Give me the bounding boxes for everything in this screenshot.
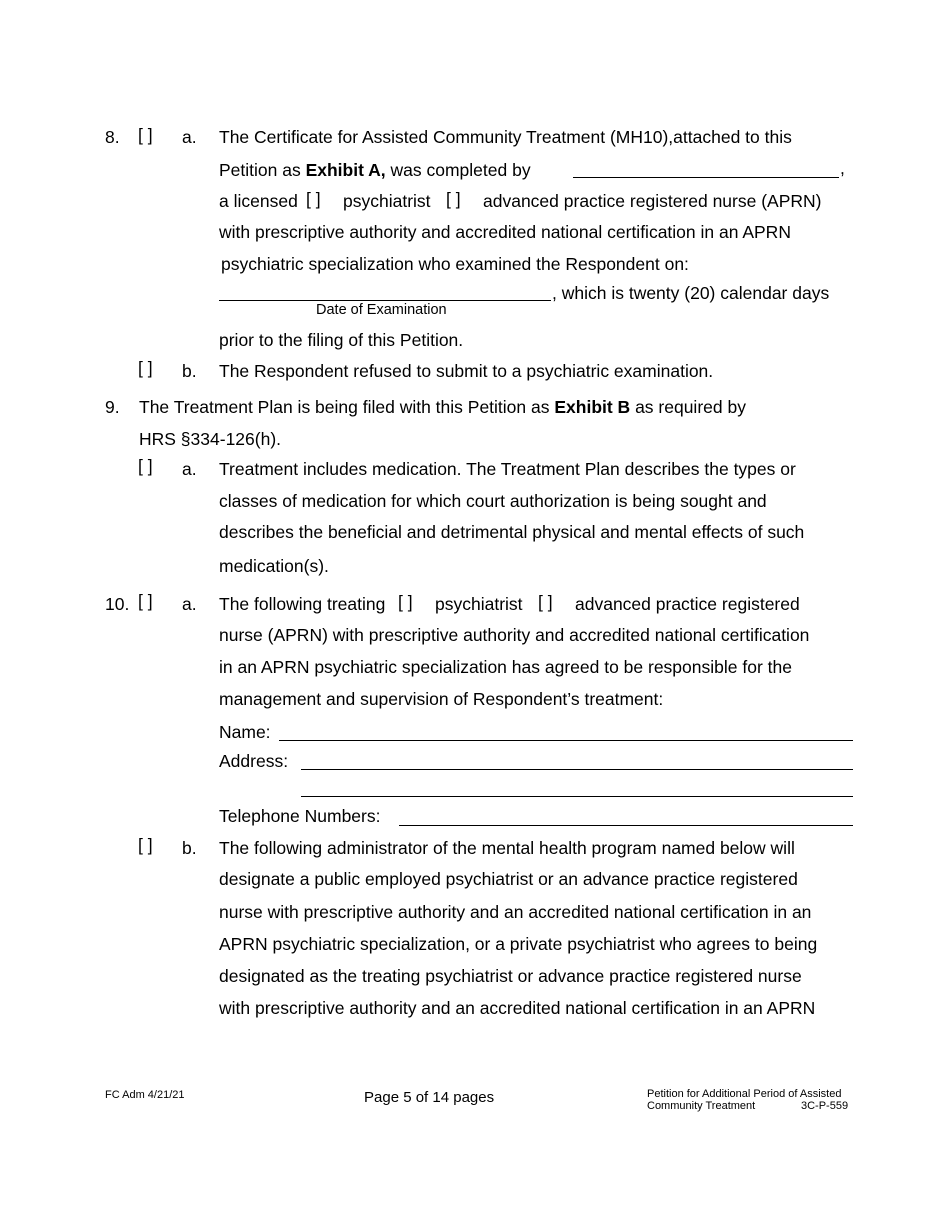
treating-aprn-label: advanced practice registered	[575, 594, 800, 614]
item-9-number: 9.	[105, 397, 120, 417]
item-10-number: 10.	[105, 594, 130, 614]
item-10b-line4: APRN psychiatric specialization, or a private psychiatrist who agrees to being	[219, 934, 818, 954]
item-10a-line4: management and supervision of Respondent’s treatment:	[219, 689, 664, 709]
form-revision: FC Adm 4/21/21	[105, 1089, 185, 1101]
item-8a-line5: psychiatric specialization who examined the Respondent on:	[221, 254, 689, 274]
item-9a-line2: classes of medication for which court authorization is being sought and	[219, 491, 767, 511]
name-field[interactable]	[279, 740, 853, 741]
item-8a-line2: Petition as Exhibit A, was completed by	[219, 160, 531, 180]
item-8a-letter: a.	[182, 127, 197, 147]
form-title-line1: Petition for Additional Period of Assisted	[647, 1088, 842, 1100]
treating-psychiatrist-checkbox[interactable]: [ ]	[398, 592, 413, 612]
item-9a-checkbox[interactable]: [ ]	[138, 456, 153, 476]
item-10a-letter: a.	[182, 594, 197, 614]
item-10a-line3: in an APRN psychiatric specialization has agreed to be responsible for the	[219, 657, 792, 677]
item-10b-line6: with prescriptive authority and an accredited national certification in an APRN	[219, 998, 816, 1018]
item-8b-text: The Respondent refused to submit to a psychiatric examination.	[219, 361, 714, 381]
item-8a-line4: with prescriptive authority and accredited national certification in an APRN	[219, 222, 791, 242]
address-label: Address:	[219, 751, 289, 771]
completed-by-field[interactable]	[573, 177, 839, 178]
date-of-examination-field[interactable]	[219, 300, 551, 301]
item-10b-line2: designate a public employed psychiatrist or an advance practice registered	[219, 869, 798, 889]
item-8a-line7: prior to the filing of this Petition.	[219, 330, 464, 350]
item-10b-line3: nurse with prescriptive authority and an accredited national certification in an	[219, 902, 812, 922]
item-10b-checkbox[interactable]: [ ]	[138, 835, 153, 855]
item-8b-letter: b.	[182, 361, 197, 381]
aprn-checkbox[interactable]: [ ]	[446, 189, 461, 209]
name-label: Name:	[219, 722, 271, 742]
item-10a-checkbox[interactable]: [ ]	[138, 591, 153, 611]
form-title-line2: Community Treatment	[647, 1100, 756, 1112]
item-8b-checkbox[interactable]: [ ]	[138, 358, 153, 378]
item-8a-checkbox[interactable]: [ ]	[138, 125, 153, 145]
item-10b-line5: designated as the treating psychiatrist or advance practice registered nurse	[219, 966, 802, 986]
treating-psychiatrist-label: psychiatrist	[435, 594, 523, 614]
address-field-line1[interactable]	[301, 769, 853, 770]
item-10b-letter: b.	[182, 838, 197, 858]
item-10a-line1-pre: The following treating	[219, 594, 386, 614]
item-9a-line1: Treatment includes medication. The Treatment Plan describes the types or	[219, 459, 796, 479]
item-8-number: 8.	[105, 127, 120, 147]
date-caption: Date of Examination	[316, 302, 447, 318]
item-8a-line1: The Certificate for Assisted Community Treatment (MH10),attached to this	[219, 127, 792, 147]
item-8a-line6: , which is twenty (20) calendar days	[552, 283, 830, 303]
item-9a-line4: medication(s).	[219, 556, 329, 576]
aprn-label: advanced practice registered nurse (APRN)	[483, 191, 822, 211]
item-9a-letter: a.	[182, 459, 197, 479]
comma: ,	[840, 158, 845, 178]
item-8a-line3-pre: a licensed	[219, 191, 298, 211]
treating-aprn-checkbox[interactable]: [ ]	[538, 592, 553, 612]
form-number: 3C-P-559	[801, 1100, 849, 1112]
psychiatrist-label: psychiatrist	[343, 191, 431, 211]
item-9-line1: The Treatment Plan is being filed with this Petition as Exhibit B as required by	[139, 397, 746, 417]
page-number: Page 5 of 14 pages	[364, 1089, 495, 1106]
psychiatrist-checkbox[interactable]: [ ]	[306, 189, 321, 209]
item-10a-line2: nurse (APRN) with prescriptive authority and accredited national certification	[219, 625, 810, 645]
telephone-field[interactable]	[399, 825, 853, 826]
address-field-line2[interactable]	[301, 796, 853, 797]
telephone-label: Telephone Numbers:	[219, 806, 381, 826]
item-9a-line3: describes the beneficial and detrimental physical and mental effects of such	[219, 522, 805, 542]
item-9-line2: HRS §334-126(h).	[139, 429, 282, 449]
item-10b-line1: The following administrator of the mental health program named below will	[219, 838, 795, 858]
